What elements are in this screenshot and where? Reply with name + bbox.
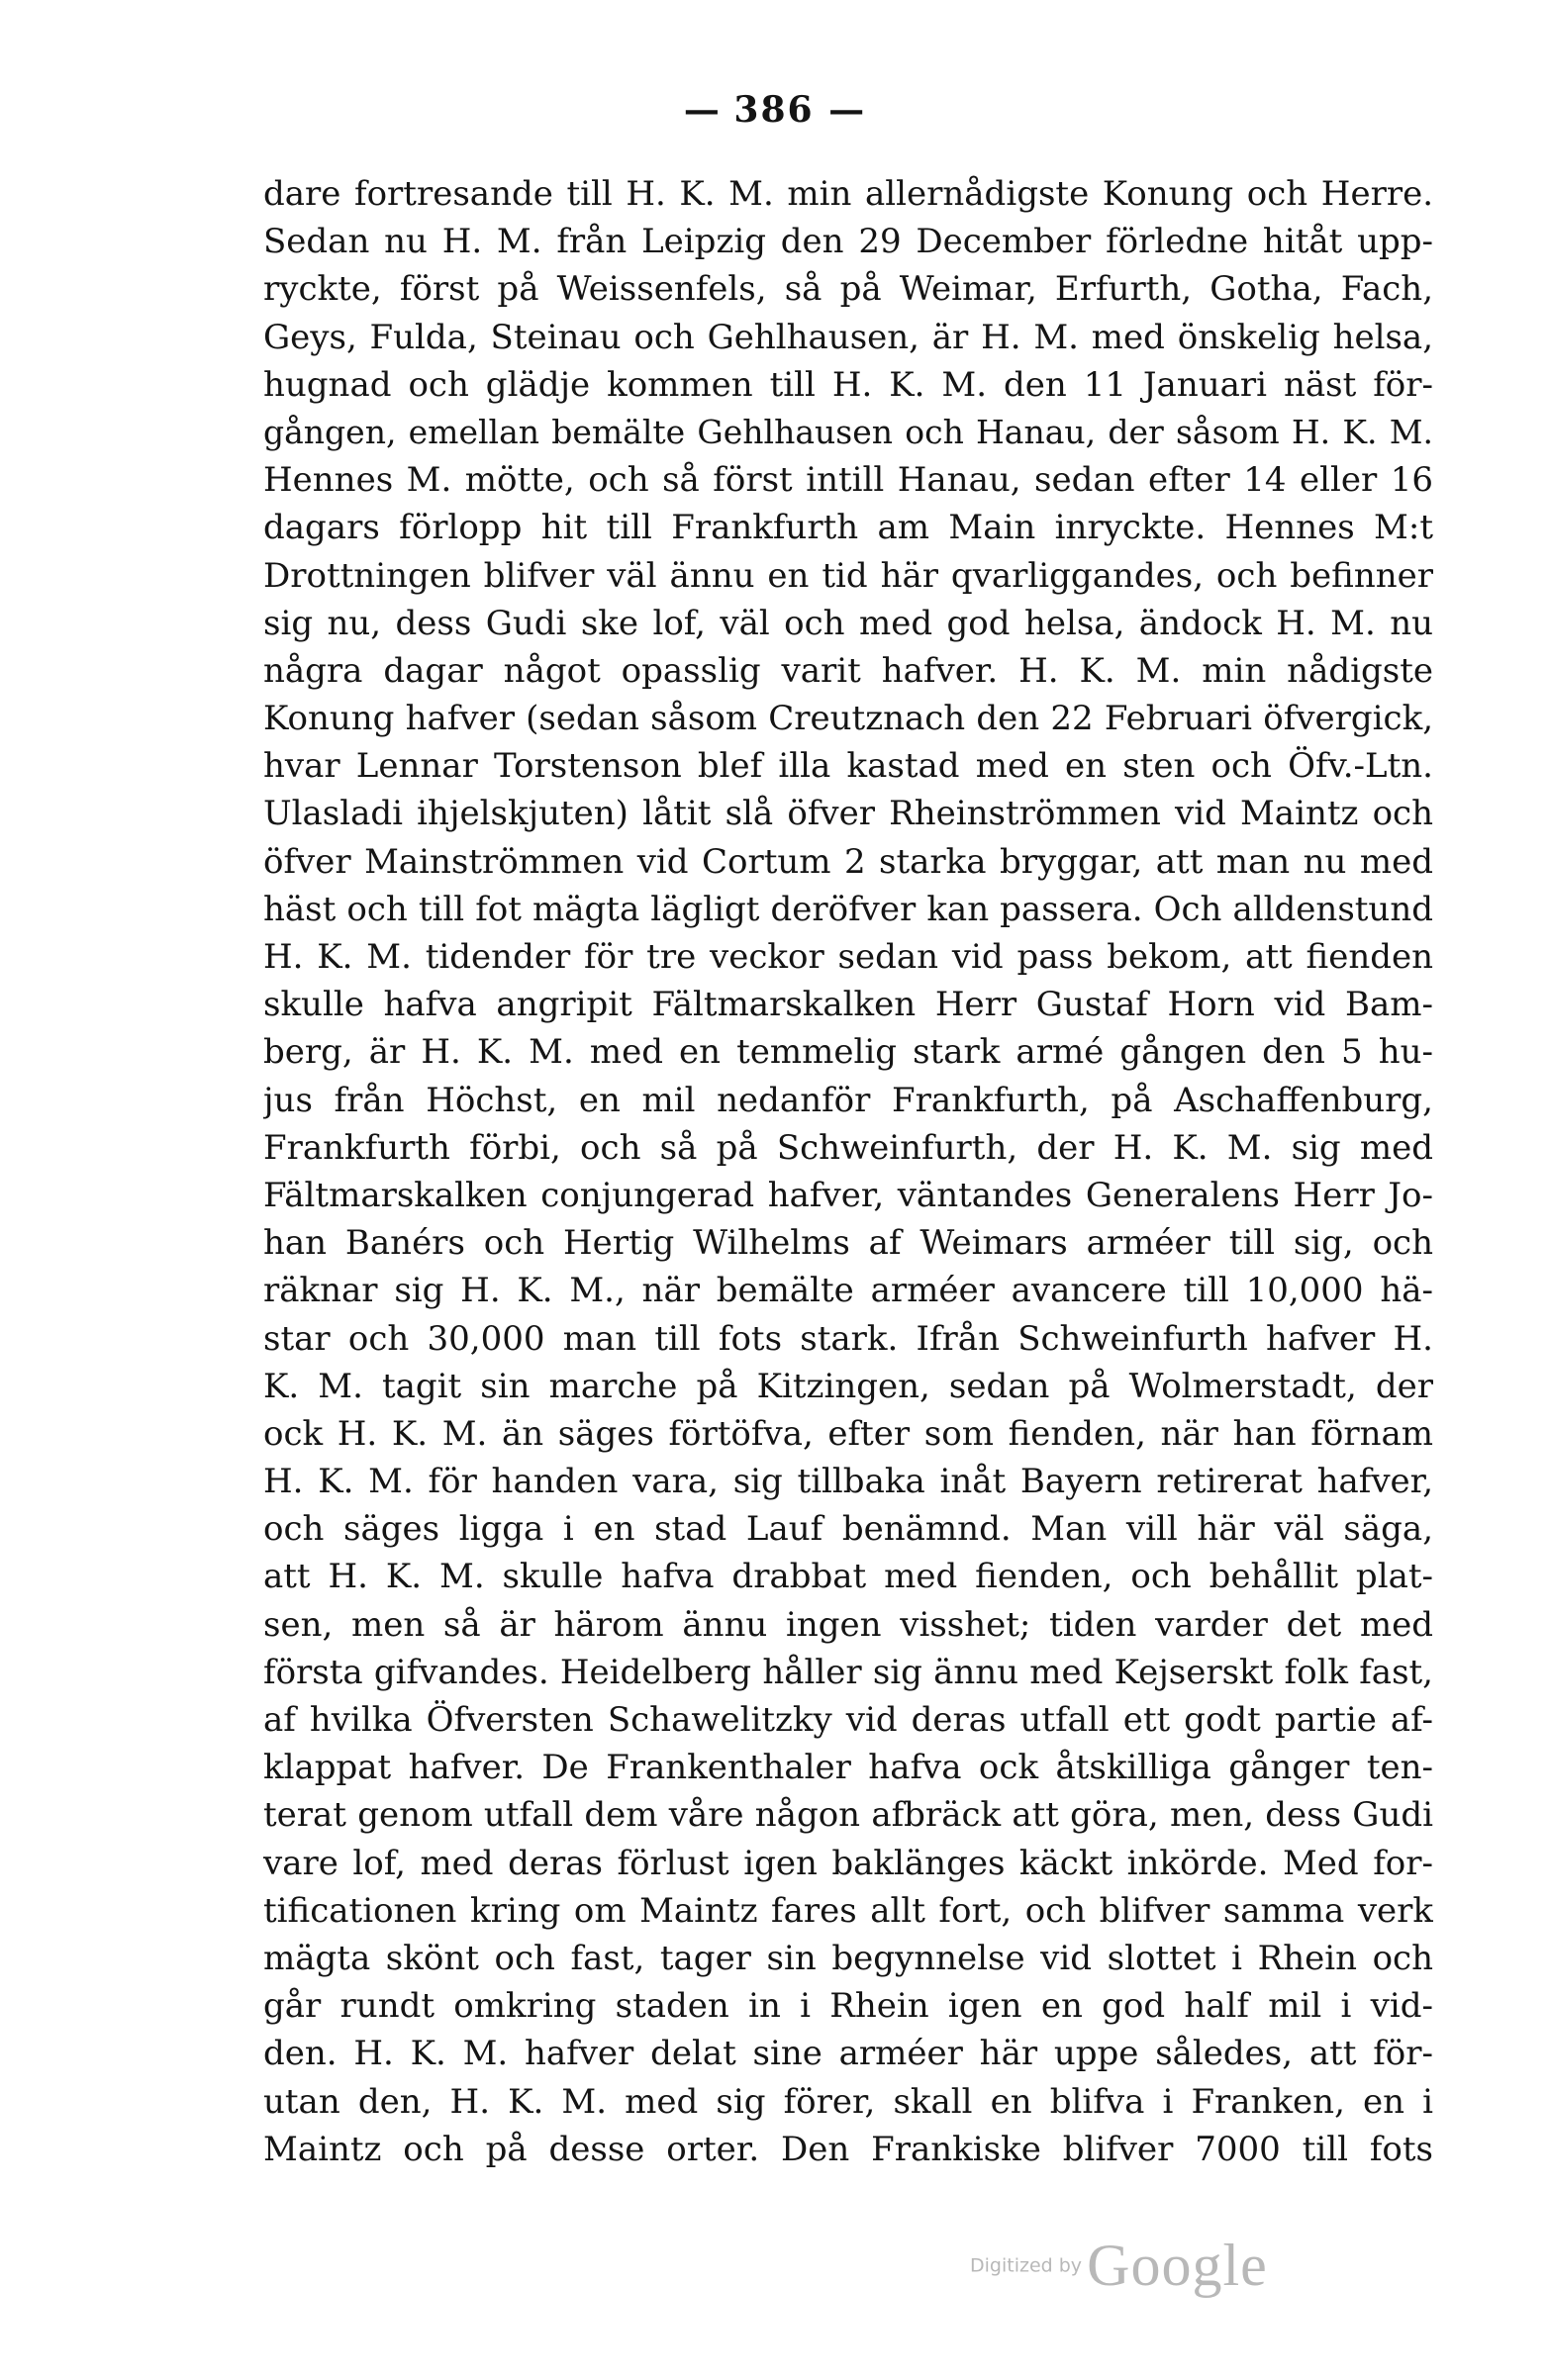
text-line: att H. K. M. skulle hafva drabbat med fienden, och behållit plat- [263, 1557, 1433, 1597]
text-line: mägta skönt och fast, tager sin begynnelse vid slottet i Rhein och [263, 1938, 1433, 1978]
text-line: sen, men så är härom ännu ingen visshet; tiden varder det med [263, 1604, 1433, 1645]
text-line: af hvilka Öfversten Schawelitzky vid deras utfall ett godt partie af- [263, 1700, 1433, 1740]
text-line: några dagar något opasslig varit hafver. H. K. M. min nådigste [263, 650, 1433, 691]
text-line: dare fortresande till H. K. M. min allernådigste Konung och Herre. [263, 174, 1433, 214]
text-line: H. K. M. för handen vara, sig tillbaka inåt Bayern retirerat hafver, [263, 1462, 1433, 1502]
text-line: Geys, Fulda, Steinau och Gehlhausen, är H. M. med önskelig helsa, [263, 317, 1433, 357]
text-line: star och 30,000 man till fots stark. Ifrån Schweinfurth hafver H. [263, 1318, 1433, 1359]
text-line: terat genom utfall dem våre någon afbräck att göra, men, dess Gudi [263, 1795, 1433, 1836]
text-line: Fältmarskalken conjungerad hafver, väntandes Generalens Herr Jo- [263, 1175, 1433, 1215]
text-line: berg, är H. K. M. med en temmelig stark armé gången den 5 hu- [263, 1032, 1433, 1073]
text-line: hugnad och glädje kommen till H. K. M. den 11 Januari näst för- [263, 364, 1433, 405]
text-line: ryckte, först på Weissenfels, så på Weimar, Erfurth, Gotha, Fach, [263, 269, 1433, 310]
text-line: Drottningen blifver väl ännu en tid här qvarliggandes, och befinner [263, 555, 1433, 596]
watermark-prefix: Digitized by [970, 2254, 1083, 2277]
text-line: vare lof, med deras förlust igen baklänges käckt inkörde. Med for- [263, 1843, 1433, 1883]
text-line: jus från Höchst, en mil nedanför Frankfurth, på Aschaffenburg, [263, 1080, 1433, 1120]
text-line: räknar sig H. K. M., när bemälte arméer avancere till 10,000 hä- [263, 1271, 1433, 1311]
text-line: Ulasladi ihjelskjuten) låtit slå öfver Rheinströmmen vid Maintz och [263, 794, 1433, 834]
text-line: gången, emellan bemälte Gehlhausen och Hanau, der såsom H. K. M. [263, 412, 1433, 451]
text-line: klappat hafver. De Frankenthaler hafva ock åtskilliga gånger ten- [263, 1748, 1433, 1788]
header-dash-right: — [828, 89, 865, 131]
body-text [263, 170, 1433, 2173]
text-line: öfver Mainströmmen vid Cortum 2 starka bryggar, att man nu med [263, 841, 1433, 882]
google-logo: Google [1087, 2233, 1268, 2298]
text-line: ock H. K. M. än säges förtöfva, efter som fienden, när han förnam [263, 1413, 1433, 1454]
text-line: dagars förlopp hit till Frankfurth am Main inryckte. Hennes M:t [263, 508, 1433, 548]
text-line: häst och till fot mägta lägligt deröfver kan passera. Och alldenstund [263, 889, 1433, 929]
text-line: hvar Lennar Torstenson blef illa kastad med en sten och Öfv.-Ltn. [263, 746, 1433, 787]
text-line: Maintz och på desse orter. Den Frankiske blifver 7000 till fots [263, 2129, 1433, 2169]
text-line: Hennes M. mötte, och så först intill Hanau, sedan efter 14 eller 16 [263, 460, 1433, 501]
text-line: skulle hafva angripit Fältmarskalken Herr Gustaf Horn vid Bam- [263, 985, 1433, 1025]
text-line: tificationen kring om Maintz fares allt fort, och blifver samma verk [263, 1890, 1433, 1931]
text-line: går rundt omkring staden in i Rhein igen en god half mil i vid- [263, 1986, 1433, 2027]
text-line: Konung hafver (sedan såsom Creutznach den 22 Februari öfvergick, [263, 699, 1433, 739]
text-line: och säges ligga i en stad Lauf benämnd. Man vill här väl säga, [263, 1509, 1433, 1550]
text-line: den. H. K. M. hafver delat sine arméer här uppe således, att för- [263, 2034, 1433, 2074]
digitized-watermark [970, 2232, 1268, 2301]
text-line: han Banérs och Hertig Wilhelms af Weimars arméer till sig, och [263, 1223, 1433, 1264]
text-line: K. M. tagit sin marche på Kitzingen, sedan på Wolmerstadt, der [263, 1366, 1433, 1406]
text-line: Sedan nu H. M. från Leipzig den 29 December förledne hitåt upp- [263, 222, 1433, 262]
page-number: 386 [733, 89, 815, 131]
text-line: sig nu, dess Gudi ske lof, väl och med god helsa, ändock H. M. nu [263, 603, 1433, 643]
text-line: Frankfurth förbi, och så på Schweinfurth, der H. K. M. sig med [263, 1127, 1433, 1168]
text-line: utan den, H. K. M. med sig förer, skall en blifva i Franken, en i [263, 2081, 1433, 2122]
header-dash-left: — [683, 89, 720, 131]
text-line: första gifvandes. Heidelberg håller sig ännu med Kejserskt folk fast, [263, 1652, 1433, 1692]
page-header [0, 89, 1548, 131]
text-line: H. K. M. tidender för tre veckor sedan vid pass bekom, att fienden [263, 937, 1433, 977]
